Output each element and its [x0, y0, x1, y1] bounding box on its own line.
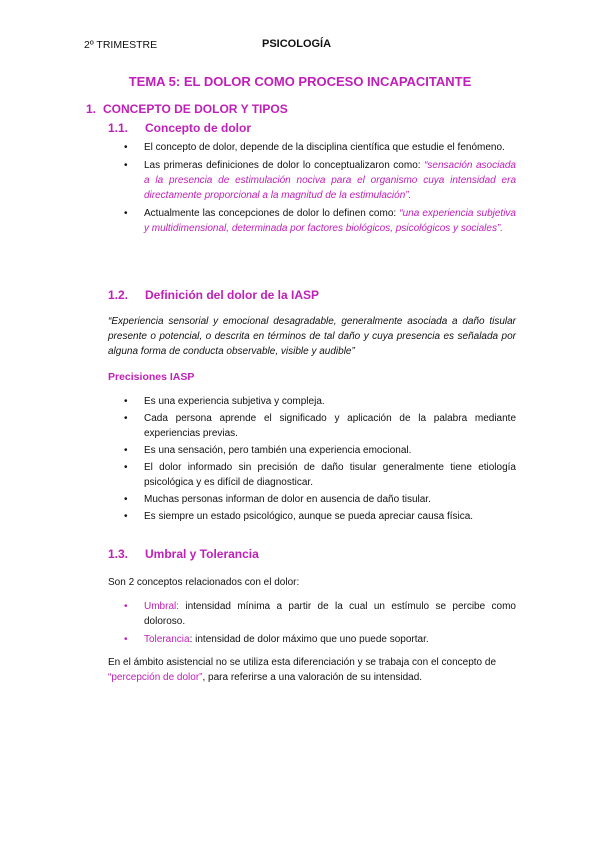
iasp-definition-quote: “Experiencia sensorial y emocional desagradable, generalmente asociada a daño tisular presente o potencial, o descrita en términos de tal daño y cuya presencia es señalada por alguna forma de conducta observable, visible y audible” — [108, 316, 516, 357]
precisiones-list — [124, 394, 516, 524]
list-item: • Muchas personas informan de dolor en ausencia de daño tisular. — [124, 492, 516, 507]
definition-quote: “una experiencia subjetiva y multidimensional, determinada por factores biológicos, psicológicos y sociales”. — [144, 208, 516, 234]
section-1-2-label: Definición del dolor de la IASP — [145, 288, 320, 302]
section-1-number: 1. — [86, 102, 97, 116]
definition-quote: “sensación asociada a la presencia de estimulación nociva para el organismo cuya intensidad era directamente proporcional a la magnitud de la estimulación”. — [144, 160, 516, 201]
precisiones-heading: Precisiones IASP — [108, 371, 195, 383]
list-item: • Cada persona aprende el significado y aplicación de la palabra mediante experiencias previas. — [124, 411, 516, 441]
concept-bullet-list — [124, 140, 516, 236]
list-item: • Tolerancia: intensidad de dolor máximo que uno puede soportar. — [124, 632, 516, 647]
section-1-1-label: Concepto de dolor — [145, 121, 251, 135]
umbral-term: Umbral: — [144, 601, 180, 612]
list-item: • Es una sensación, pero también una experiencia emocional. — [124, 443, 516, 458]
document-title: TEMA 5: EL DOLOR COMO PROCESO INCAPACITANTE — [128, 74, 472, 89]
threshold-intro: Son 2 conceptos relacionados con el dolor: — [108, 577, 300, 588]
list-item: • Es siempre un estado psicológico, aunque se pueda apreciar causa física. — [124, 509, 516, 524]
section-1-label: CONCEPTO DE DOLOR Y TIPOS — [103, 102, 288, 116]
section-1-2-number: 1.2. — [108, 288, 129, 302]
section-1-3-number: 1.3. — [108, 547, 129, 561]
section-1-1-heading — [108, 121, 251, 135]
list-item: • Umbral: intensidad mínima a partir de la cual un estímulo se percibe como doloroso. — [124, 599, 516, 629]
percepcion-term: “percepción de dolor” — [108, 672, 203, 683]
header-term: 2º TRIMESTRE — [84, 39, 158, 51]
list-item: • Actualmente las concepciones de dolor lo definen como: “una experiencia subjetiva y multidimensional, determinada por factores biológicos, psicológicos y sociales”. — [124, 206, 516, 236]
section-1-2-heading — [108, 288, 319, 302]
list-item: • Las primeras definiciones de dolor lo conceptualizaron como: “sensación asociada a la presencia de estimulación nociva para el organismo cuya intensidad era directamente proporcional a la magnitud de la estimulación”. — [124, 158, 516, 203]
list-item: • Es una experiencia subjetiva y compleja. — [124, 394, 516, 409]
list-item: • El concepto de dolor, depende de la disciplina científica que estudie el fenómeno. — [124, 140, 516, 155]
section-1-heading — [86, 102, 288, 116]
closing-paragraph: En el ámbito asistencial no se utiliza esta diferenciación y se trabaja con el concepto de “percepción de dolor”, para referirse a una valoración de su intensidad. — [108, 657, 497, 683]
list-item: • El dolor informado sin precisión de daño tisular generalmente tiene etiología psicológica y es difícil de diagnosticar. — [124, 460, 516, 490]
section-1-3-label: Umbral y Tolerancia — [145, 547, 259, 561]
header-subject: PSICOLOGÍA — [262, 38, 332, 50]
tolerancia-term: Tolerancia — [144, 634, 190, 645]
section-1-3-heading — [108, 547, 259, 561]
section-1-1-number: 1.1. — [108, 121, 129, 135]
threshold-list — [124, 599, 516, 647]
